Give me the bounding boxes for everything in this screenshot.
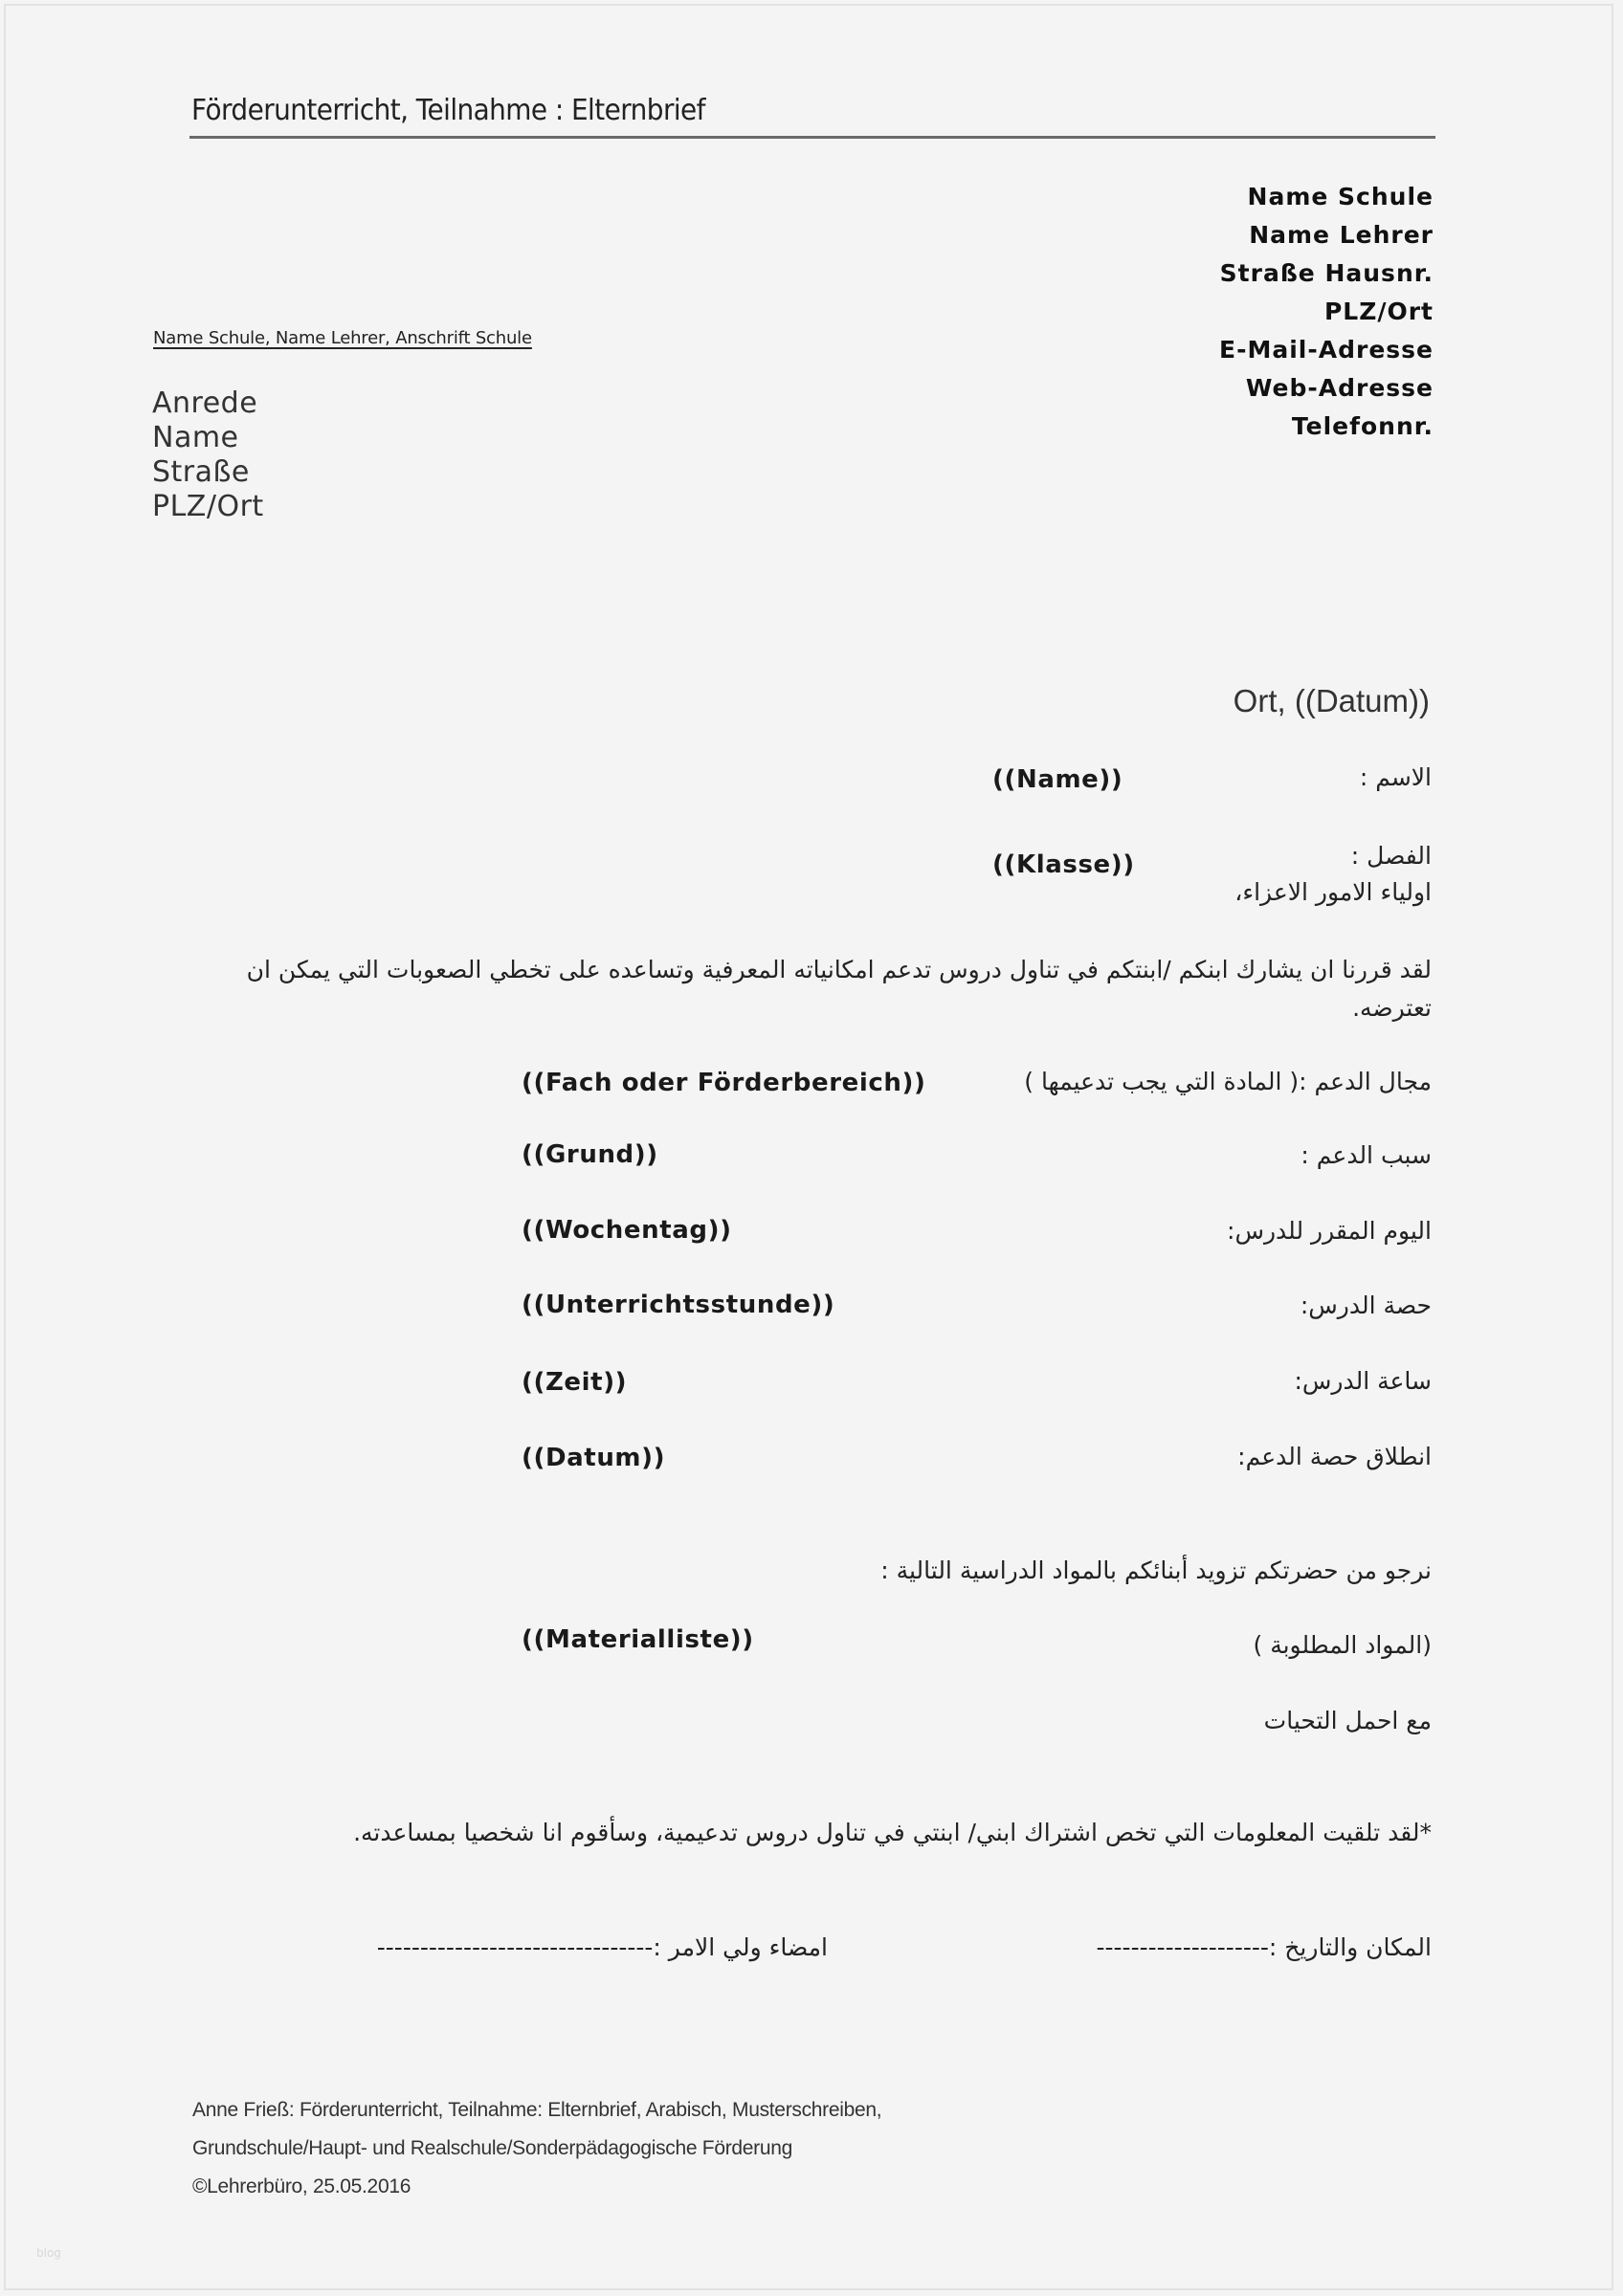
recipient-salutation: Anrede bbox=[152, 386, 258, 420]
support-reason-label: سبب الدعم : bbox=[1301, 1141, 1432, 1169]
closing-regards: مع احمل التحيات bbox=[1263, 1707, 1432, 1734]
document-header-title: Förderunterricht, Teilnahme : Elternbrief bbox=[191, 94, 705, 127]
lesson-time-label: ساعة الدرس: bbox=[1294, 1367, 1432, 1395]
greeting: اولياء الامور الاعزاء، bbox=[1234, 878, 1432, 906]
signature-place-date-field: المكان والتاريخ :-------------------- bbox=[1096, 1933, 1432, 1961]
school-address-block bbox=[1219, 178, 1434, 446]
header-divider bbox=[189, 136, 1435, 139]
materials-value: ((Materialliste)) bbox=[522, 1625, 754, 1654]
student-name-label: الاسم : bbox=[1359, 763, 1432, 791]
lesson-period-label: حصة الدرس: bbox=[1300, 1292, 1432, 1319]
footer-line-copyright: ©Lehrerbüro, 25.05.2016 bbox=[192, 2175, 411, 2197]
support-start-value: ((Datum)) bbox=[522, 1444, 666, 1472]
footer-credits bbox=[192, 2091, 881, 2206]
student-name-value: ((Name)) bbox=[992, 765, 1123, 794]
lesson-time-value: ((Zeit)) bbox=[522, 1368, 628, 1397]
support-reason-value: ((Grund)) bbox=[522, 1140, 658, 1169]
lesson-weekday-label: اليوم المقرر للدرس: bbox=[1227, 1217, 1432, 1245]
school-zip-city: PLZ/Ort bbox=[1323, 298, 1434, 325]
school-phone: Telefonnr. bbox=[1291, 412, 1434, 440]
student-class-label: الفصل : bbox=[1350, 842, 1432, 870]
lesson-weekday-value: ((Wochentag)) bbox=[522, 1216, 732, 1245]
student-class-value: ((Klasse)) bbox=[992, 850, 1135, 879]
school-email: E-Mail-Adresse bbox=[1219, 336, 1434, 364]
support-area-label: مجال الدعم :( المادة التي يجب تدعيمها ) bbox=[1024, 1068, 1432, 1095]
recipient-address-block bbox=[152, 386, 264, 524]
school-street: Straße Hausnr. bbox=[1219, 259, 1434, 287]
recipient-zip-city: PLZ/Ort bbox=[152, 490, 264, 523]
footer-line-school-types: Grundschule/Haupt- und Realschule/Sonderpädagogische Förderung bbox=[192, 2137, 792, 2159]
place-date: Ort, ((Datum)) bbox=[1233, 683, 1430, 718]
materials-label: (المواد المطلوبة ) bbox=[1253, 1631, 1432, 1659]
intro-paragraph: لقد قررنا ان يشارك ابنكم /ابنتكم في تناول دروس تدعم امكانياته المعرفية وتساعده على تخطي الصعوبات التي يمكن ان تعترضه. bbox=[246, 956, 1432, 1022]
recipient-name: Name bbox=[152, 421, 239, 454]
school-name: Name Schule bbox=[1247, 183, 1434, 210]
materials-request: نرجو من حضرتكم تزويد أبنائكم بالمواد الدراسية التالية : bbox=[880, 1556, 1432, 1584]
parent-confirmation: *لقد تلقيت المعلومات التي تخص اشتراك ابني/ ابنتي في تناول دروس تدعيمية، وسأقوم انا شخصيا بمساعدته. bbox=[353, 1819, 1432, 1846]
recipient-street: Straße bbox=[152, 455, 250, 489]
lesson-period-value: ((Unterrichtsstunde)) bbox=[522, 1291, 835, 1319]
support-area-value: ((Fach oder Förderbereich)) bbox=[522, 1069, 926, 1097]
sender-return-address: Name Schule, Name Lehrer, Anschrift Schule bbox=[153, 328, 532, 348]
watermark: blog bbox=[36, 2246, 61, 2260]
school-web: Web-Adresse bbox=[1245, 374, 1434, 402]
support-start-label: انطلاق حصة الدعم: bbox=[1237, 1443, 1432, 1470]
signature-parent-field: امضاء ولي الامر :-------------------------------- bbox=[376, 1933, 828, 1961]
teacher-name: Name Lehrer bbox=[1249, 221, 1434, 249]
footer-line-title: Anne Frieß: Förderunterricht, Teilnahme: Elternbrief, Arabisch, Musterschreiben, bbox=[192, 2099, 882, 2121]
